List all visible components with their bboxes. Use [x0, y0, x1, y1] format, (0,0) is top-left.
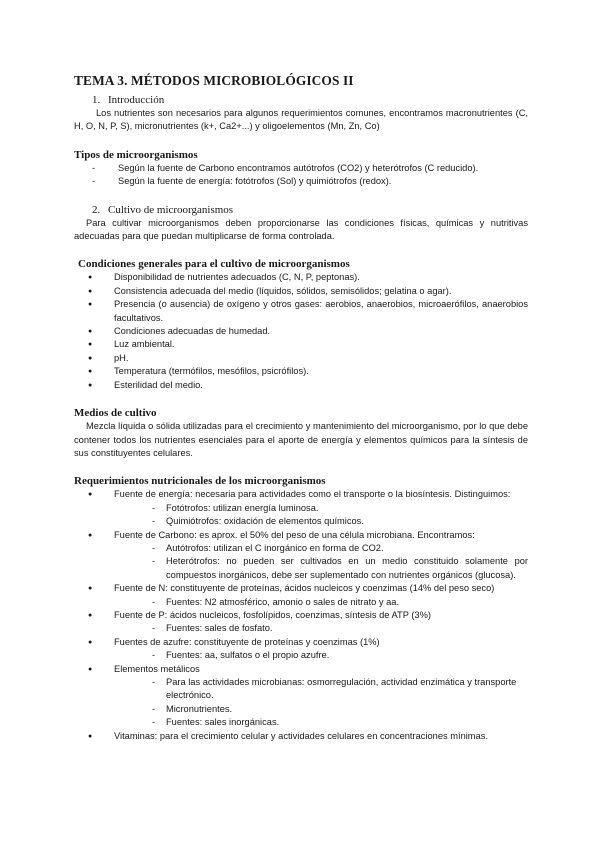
list-item-text: Fuentes de azufre: constituyente de proteínas y coenzimas (1%) [114, 636, 380, 647]
sublist [114, 596, 528, 609]
sublist [114, 649, 528, 662]
intro-paragraph: Los nutrientes son necesarios para algunos requerimientos comunes, encontramos macronutrientes (C, H, O, N, P, S), micronutrientes (k+, Ca2+...) y oligoelementos (Mn, Zn, Co) [74, 108, 528, 132]
list-item: ● Presencia (o ausencia) de oxígeno y otros gases: aerobios, anaerobios, microaerófilos, anaerobios facultativos. [84, 298, 528, 325]
list-item [84, 529, 528, 583]
subheading-tipos: Tipos de microorganismos [74, 148, 198, 161]
sublist [114, 502, 528, 529]
section-title: Introducción [108, 94, 165, 106]
sublist-item: - Heterótrofos: no pueden ser cultivados en un medio constituido solamente por compuestos inorgánicos, debe ser suplementado con nutrientes orgánicos (glucosa). [152, 555, 528, 582]
section-heading-introduccion [92, 93, 528, 107]
section-number: 2. [92, 203, 101, 216]
list-item [84, 663, 528, 730]
list-item-text: Fuente de P: ácidos nucleicos, fosfolípidos, coenzimas, síntesis de ATP (3%) [114, 609, 431, 620]
tipos-list [74, 162, 528, 189]
list-item: ● Esterilidad del medio. [84, 379, 528, 392]
subheading-condiciones: Condiciones generales para el cultivo de microorganismos [78, 258, 350, 271]
list-item-text: Vitaminas: para el crecimiento celular y actividades celulares en concentraciones mínimas. [114, 730, 488, 741]
sublist [114, 542, 528, 582]
list-item [84, 636, 528, 663]
condiciones-list [74, 271, 528, 392]
section-number: 1. [92, 94, 101, 106]
list-item [84, 609, 528, 636]
list-item-text: Elementos metálicos [114, 663, 200, 674]
sublist-item: - Fuentes: sales inorgánicas. [152, 716, 528, 729]
section-heading-cultivo [92, 203, 528, 217]
document-page [74, 73, 528, 743]
list-item [84, 582, 528, 609]
medios-paragraph: Mezcla líquida o sólida utilizadas para el crecimiento y mantenimiento del microorganismo, por lo que debe contener todos los nutrientes esenciales para el aporte de energía y elementos químicos para la síntesis de sus constituyentes celulares. [74, 421, 528, 458]
sublist-item: - Micronutrientes. [152, 703, 528, 716]
sublist-item: - Autótrofos: utilizan el C inorgánico en forma de CO2. [152, 542, 528, 555]
list-item: ● Consistencia adecuada del medio (líquidos, sólidos, semisólidos; gelatina o agar). [84, 285, 528, 298]
sublist-item: - Para las actividades microbianas: osmorregulación, actividad enzimática y transporte electrónico. [152, 676, 528, 703]
list-item-text: Fuente de Carbono: es aprox. el 50% del peso de una célula microbiana. Encontramos: [114, 529, 475, 540]
requerimientos-list [74, 488, 528, 743]
list-item-text: Fuente de energía: necesaria para actividades como el transporte o la biosíntesis. Distinguimos: [114, 489, 511, 500]
sublist-item: - Quimiótrofos: oxidación de elementos químicos. [152, 515, 528, 528]
sublist-item: - Fuentes: N2 atmosférico, amonio o sales de nitrato y aa. [152, 596, 528, 609]
page-title: TEMA 3. MÉTODOS MICROBIOLÓGICOS II [74, 73, 354, 88]
cultivo-paragraph: Para cultivar microorganismos deben proporcionarse las condiciones físicas, químicas y nutritivas adecuadas para que puedan multiplicarse de forma controlada. [74, 217, 528, 242]
subheading-medios: Medios de cultivo [74, 407, 157, 420]
sublist-item: - Fotótrofos: utilizan energía luminosa. [152, 502, 528, 515]
list-item: ● pH. [84, 352, 528, 365]
list-item: ● Luz ambiental. [84, 338, 528, 351]
list-item [84, 488, 528, 528]
list-item: - Según la fuente de Carbono encontramos autótrofos (CO2) y heterótrofos (C reducido). [90, 162, 528, 175]
list-item-text: Fuente de N: constituyente de proteínas, ácidos nucleicos y coenzimas (14% del peso seco) [114, 583, 495, 594]
list-item [84, 730, 528, 743]
sublist [114, 622, 528, 635]
list-item: ● Temperatura (termófilos, mesófilos, psicrófilos). [84, 365, 528, 378]
subheading-requerimientos: Requerimientos nutricionales de los microorganismos [74, 475, 326, 488]
list-item: ● Condiciones adecuadas de humedad. [84, 325, 528, 338]
list-item: ● Disponibilidad de nutrientes adecuados (C, N, P, peptonas). [84, 271, 528, 284]
sublist-item: - Fuentes: sales de fosfato. [152, 622, 528, 635]
section-title: Cultivo de microorganismos [108, 203, 234, 216]
sublist [114, 676, 528, 730]
sublist-item: - Fuentes: aa, sulfatos o el propio azufre. [152, 649, 528, 662]
list-item: - Según la fuente de energía: fotótrofos (Sol) y quimiótrofos (redox). [90, 175, 528, 188]
